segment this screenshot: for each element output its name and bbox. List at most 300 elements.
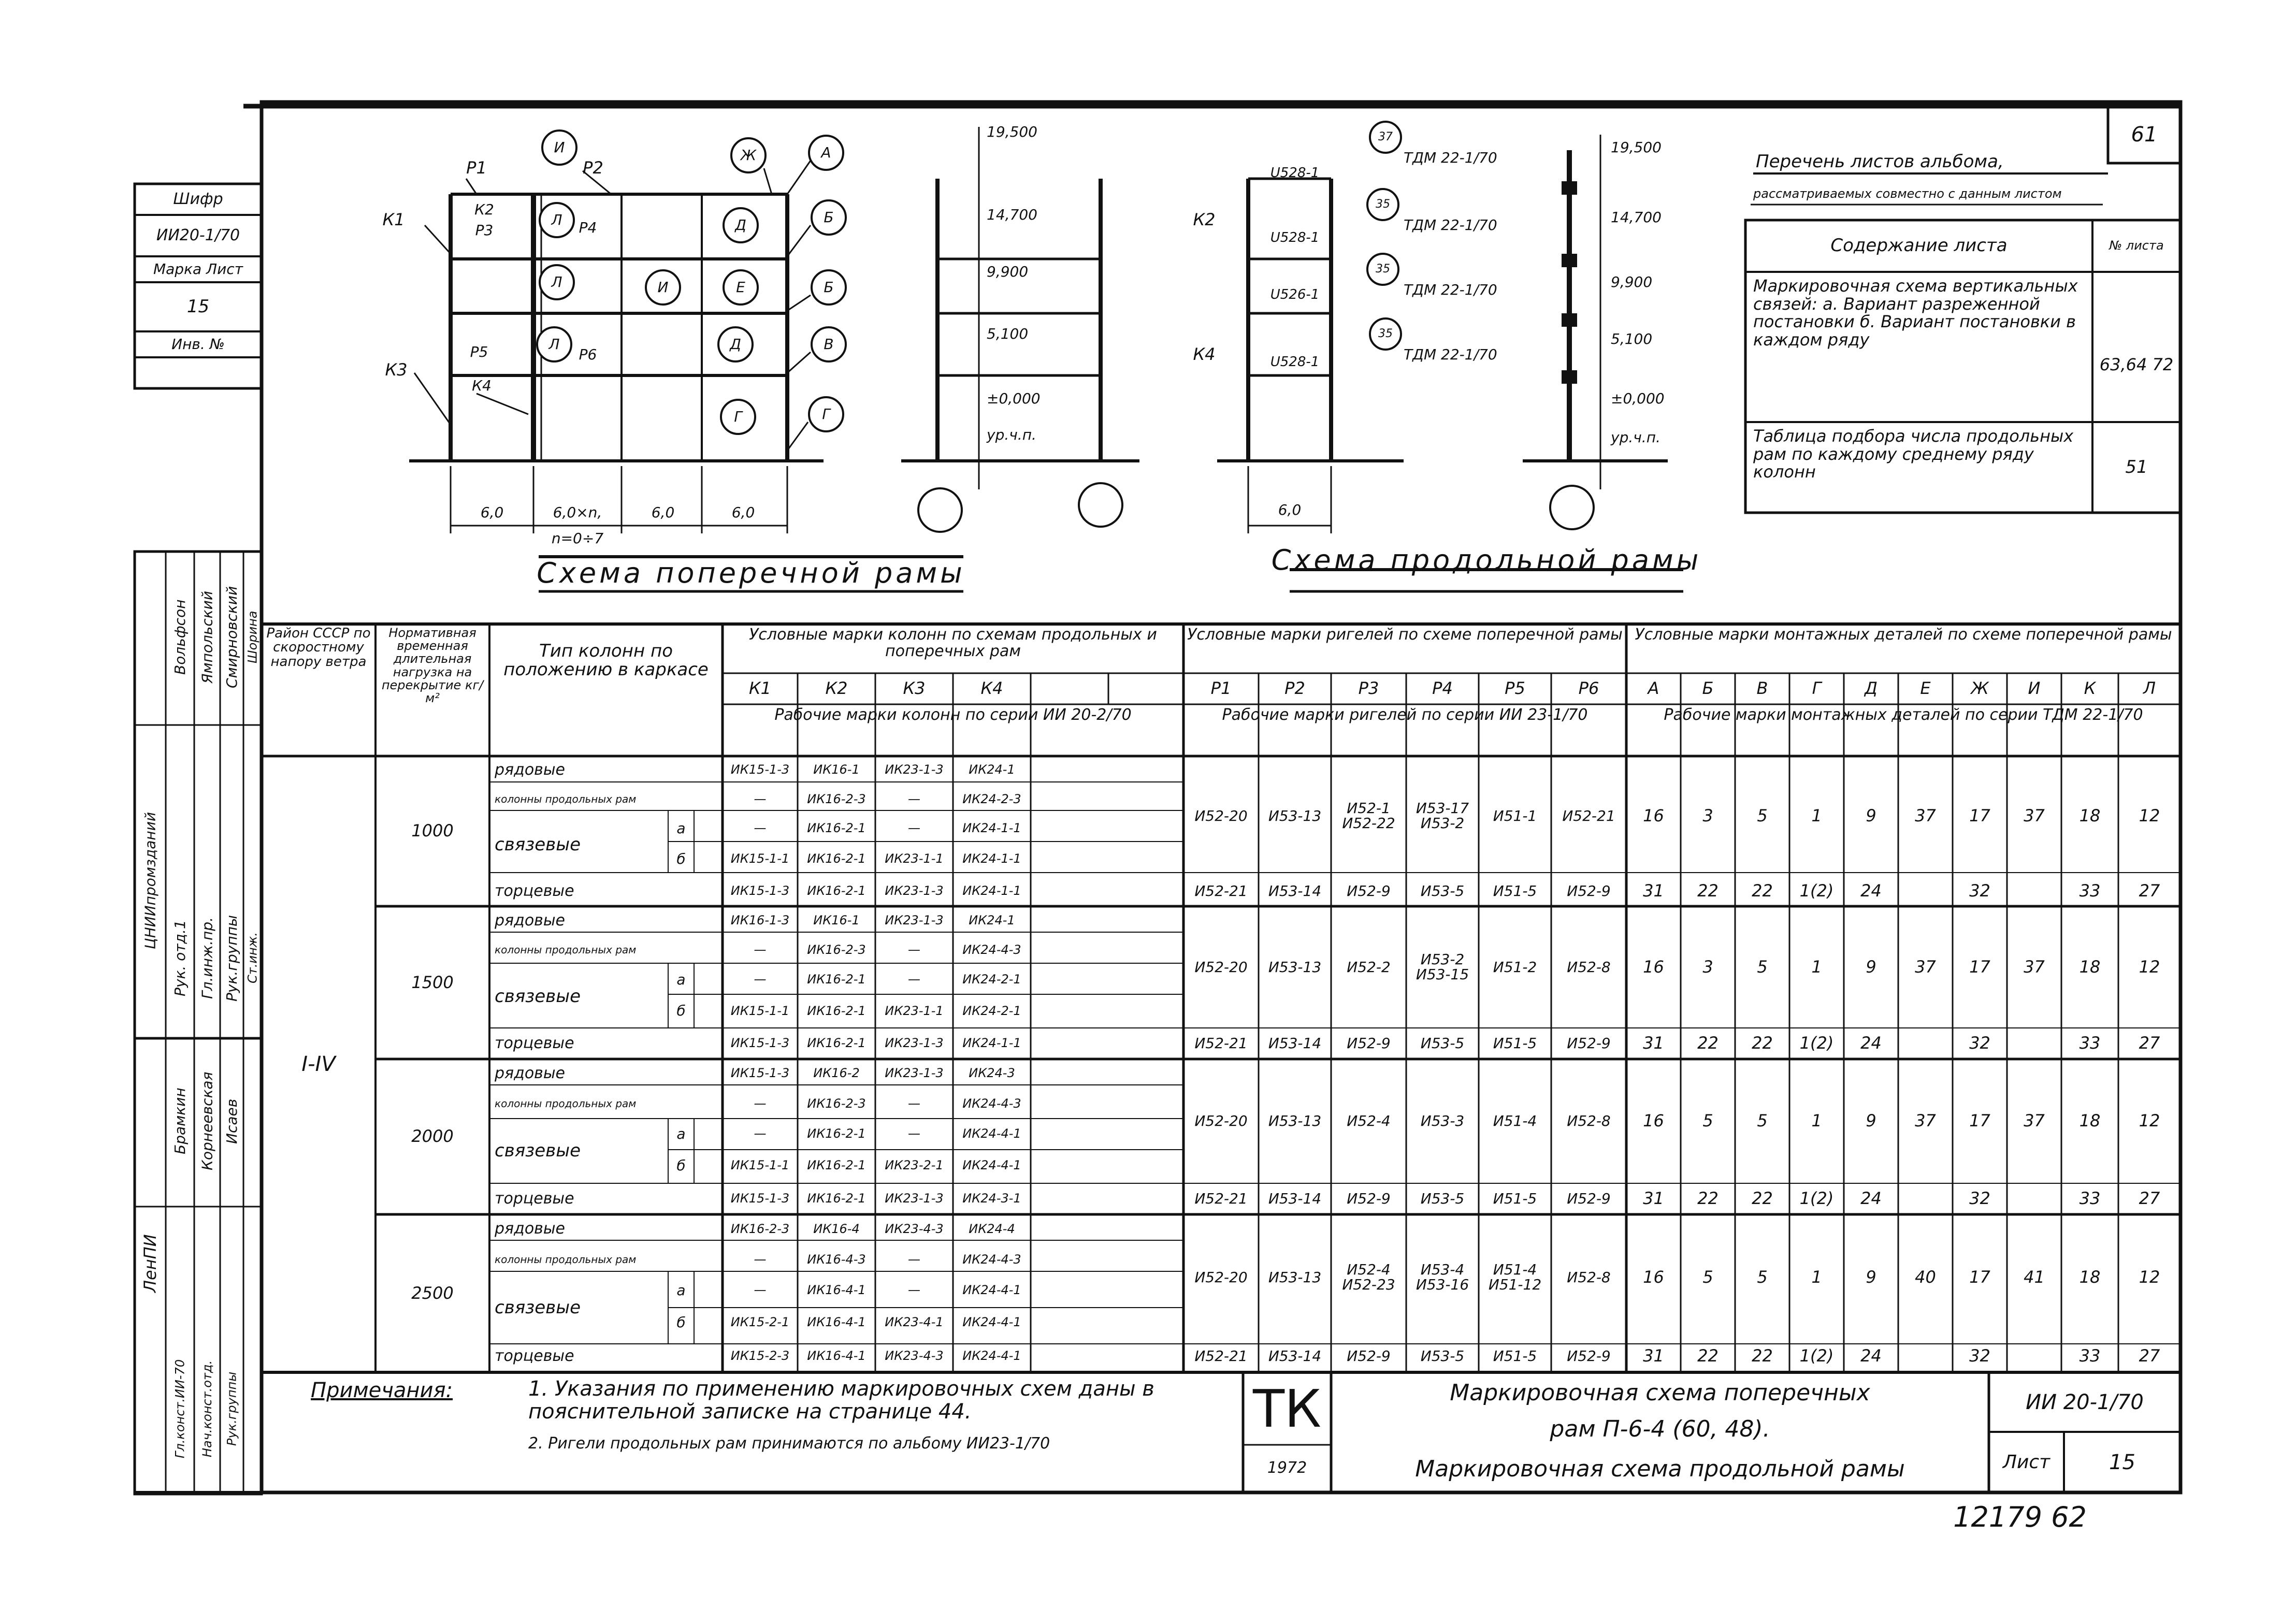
detail-mark-header: Ж — [1971, 678, 1989, 699]
girder-cell: И53-13 — [1268, 958, 1322, 976]
detail-cell: 37 — [1915, 805, 1936, 825]
girder-end-cell: И52-9 — [1347, 1347, 1391, 1365]
approval-role: Рук. отд.1 — [171, 920, 189, 996]
detail-cell: 17 — [1969, 956, 1990, 977]
detail-cell: 3 — [1702, 805, 1713, 825]
girder-mark-header: Р4 — [1432, 678, 1453, 699]
type-label: торцевые — [495, 1347, 574, 1366]
detail-end-cell: 22 — [1697, 1346, 1719, 1366]
approval-name: Корнеевская — [198, 1071, 216, 1171]
column-mark-cell: ИК24-4-1 — [962, 1315, 1021, 1330]
girder-cell: И52-4 — [1347, 1112, 1391, 1129]
column-mark-cell: — — [908, 972, 920, 987]
mark: 35 — [1376, 263, 1390, 276]
label-p3: Р3 — [475, 222, 494, 239]
detail-end-cell: 32 — [1969, 1188, 1990, 1208]
column-mark-cell: ИК16-1 — [813, 762, 860, 777]
detail-cell: 12 — [2139, 805, 2160, 825]
column-mark-cell: ИК15-1-3 — [730, 1036, 790, 1051]
column-mark-cell: ИК24-4-1 — [962, 1283, 1021, 1298]
detail-cell: 17 — [1969, 805, 1990, 825]
year: 1972 — [1267, 1459, 1307, 1477]
column-mark-cell: ИК15-1-1 — [730, 1157, 790, 1172]
label-p2: Р2 — [583, 158, 603, 178]
detail-end-cell: 27 — [2139, 880, 2160, 901]
girder-cell: И53-3 — [1420, 1112, 1465, 1129]
girder-end-cell: И52-21 — [1194, 1347, 1248, 1365]
type-label: колонны продольных рам — [495, 944, 637, 956]
girder-end-cell: И53-14 — [1268, 882, 1322, 900]
h-details: Условные марки монтажных деталей по схеме поперечной рамы — [1635, 626, 2172, 644]
approval-name: Вольфсон — [171, 599, 189, 675]
detail-end-cell: 33 — [2079, 880, 2101, 901]
type-label: колонны продольных рам — [495, 792, 637, 805]
column-mark-cell: ИК15-2-3 — [730, 1349, 790, 1364]
level: 19,500 — [987, 123, 1037, 141]
column-mark-cell: ИК24-4-1 — [962, 1157, 1021, 1172]
label-k2: К2 — [474, 201, 494, 219]
h-columns: Условные марки колонн по схемам продольных и поперечных рам — [749, 626, 1157, 660]
dim-note: n=0÷7 — [551, 530, 604, 547]
detail-mark-header: Е — [1920, 678, 1931, 699]
notes-heading: Примечания: — [311, 1379, 453, 1402]
type-sub: б — [676, 1156, 686, 1174]
detail-mark-header: Д — [1865, 678, 1878, 699]
region-value: I-IV — [301, 1052, 336, 1076]
detail-end-cell: 31 — [1643, 1033, 1664, 1053]
tdm: ТДМ 22-1/70 — [1404, 281, 1497, 299]
girder-end-cell: И52-21 — [1194, 882, 1248, 900]
detail-cell: 16 — [1643, 1267, 1664, 1287]
logo-tk: ТК — [1252, 1378, 1322, 1439]
brace: U528-1 — [1270, 230, 1320, 246]
column-mark-cell: — — [908, 791, 920, 806]
detail-end-cell: 31 — [1643, 1188, 1664, 1208]
detail-end-cell — [1898, 1340, 1953, 1372]
column-mark-cell: ИК24-2-1 — [962, 1003, 1021, 1018]
detail-end-cell: 24 — [1860, 1188, 1882, 1208]
label-p4: Р4 — [579, 219, 597, 237]
girder-cell: И51-4 — [1493, 1112, 1537, 1129]
label-k4: К4 — [1193, 344, 1216, 365]
column-mark-cell: ИК15-1-3 — [730, 1066, 790, 1081]
girder-end-cell: И53-14 — [1268, 1190, 1322, 1207]
detail-end-cell: 33 — [2079, 1033, 2101, 1053]
node-mark: И — [554, 139, 565, 156]
girder-mark-header: Р5 — [1505, 678, 1525, 699]
column-mark-cell: ИК16-2-3 — [807, 943, 866, 958]
girder-end-cell: И53-5 — [1420, 1190, 1465, 1207]
type-sub: а — [676, 1282, 686, 1299]
approval-name: Смирновский — [223, 586, 240, 688]
detail-cell: 9 — [1866, 805, 1876, 825]
detail-end-cell: 27 — [2139, 1346, 2160, 1366]
detail-cell: 5 — [1757, 956, 1768, 977]
type-label: рядовые — [495, 761, 566, 779]
detail-mark-header: К — [2084, 678, 2096, 699]
mark: 37 — [1378, 130, 1393, 144]
detail-end-cell — [1898, 1183, 1953, 1214]
approval-role: Рук.группы — [224, 1371, 239, 1446]
label-p5: Р5 — [470, 343, 488, 361]
column-mark-cell: ИК23-1-3 — [885, 762, 944, 777]
girder-mark-header: Р6 — [1578, 678, 1599, 699]
dim: 6,0 — [651, 504, 675, 521]
mark: 35 — [1376, 198, 1390, 211]
h-gird-series: Рабочие марки ригелей по серии ИИ 23-1/70 — [1222, 706, 1588, 724]
column-mark-cell: ИК23-4-1 — [885, 1315, 944, 1330]
approval-role: Гл.конст.ИИ-70 — [172, 1359, 187, 1458]
node-mark: Е — [736, 279, 745, 296]
cipher-label: Шифр — [173, 190, 223, 209]
girder-end-cell: И53-14 — [1268, 1347, 1322, 1365]
approval-org-2: ЛенПИ — [140, 1234, 160, 1293]
column-mark-cell: ИК24-1 — [969, 762, 1015, 777]
column-mark-cell: ИК24-2-1 — [962, 972, 1021, 987]
girder-end-cell: И52-9 — [1347, 882, 1391, 900]
girder-end-cell: И53-5 — [1420, 882, 1465, 900]
column-mark-cell: ИК16-4-1 — [807, 1349, 866, 1364]
girder-end-cell: И52-9 — [1567, 1035, 1611, 1052]
sheet-label: Лист — [2002, 1451, 2050, 1473]
girder-cell: И52-8 — [1567, 958, 1611, 976]
column-mark-cell: ИК16-4-1 — [807, 1283, 866, 1298]
sheet-number: 61 — [2131, 123, 2158, 147]
approval-role: Нач.конст.отд. — [200, 1360, 214, 1457]
detail-cell: 12 — [2139, 1110, 2160, 1130]
column-mark-cell: ИК23-4-3 — [885, 1349, 944, 1364]
h-col-series: Рабочие марки колонн по серии ИИ 20-2/70 — [774, 706, 1132, 724]
note-item: 1. Указания по применению маркировочных схем даны в пояснительной записке на странице 44. — [528, 1377, 1154, 1424]
column-mark-cell: ИК23-1-3 — [885, 1191, 944, 1206]
column-mark-cell: — — [754, 821, 767, 836]
load-value: 1500 — [411, 972, 454, 992]
title-line: Маркировочная схема поперечных — [1450, 1379, 1870, 1406]
column-mark-cell: — — [754, 1096, 767, 1111]
detail-end-cell: 33 — [2079, 1346, 2101, 1366]
detail-end-cell: 24 — [1860, 1346, 1882, 1366]
level: 14,700 — [1611, 209, 1662, 226]
type-label: связевые — [495, 834, 581, 855]
level: 9,900 — [1611, 273, 1653, 291]
column-mark-cell: ИК24-1-1 — [962, 883, 1021, 898]
column-mark-header: К4 — [980, 678, 1003, 699]
h-load: Нормативная временная длительная нагрузка на перекрытие кг/м² — [381, 626, 484, 705]
girder-end-cell: И51-5 — [1493, 1190, 1537, 1207]
load-value: 2000 — [411, 1126, 454, 1147]
column-mark-cell: ИК16-2-1 — [807, 851, 866, 866]
detail-mark-header: Г — [1812, 678, 1822, 699]
h-det-series: Рабочие марки монтажных деталей по серии ТДМ 22-1/70 — [1664, 706, 2143, 724]
mark: 35 — [1378, 327, 1393, 341]
girder-cell: И53-17 И53-2 — [1416, 800, 1469, 832]
h-girders: Условные марки ригелей по схеме поперечной рамы — [1187, 626, 1623, 644]
column-mark-cell: — — [908, 1126, 920, 1141]
sheet-list-row-num: 51 — [2125, 456, 2148, 477]
girder-end-cell: И51-5 — [1493, 1035, 1537, 1052]
dim: 6,0 — [731, 504, 755, 521]
detail-end-cell: 22 — [1697, 1188, 1719, 1208]
node-mark: Б — [824, 279, 834, 296]
detail-end-cell: 32 — [1969, 1346, 1990, 1366]
girder-end-cell: И53-5 — [1420, 1347, 1465, 1365]
column-mark-cell: ИК24-3-1 — [962, 1191, 1021, 1206]
girder-end-cell: И52-21 — [1194, 1190, 1248, 1207]
detail-cell: 5 — [1757, 1110, 1768, 1130]
column-mark-cell: ИК23-2-1 — [885, 1157, 944, 1172]
detail-end-cell: 33 — [2079, 1188, 2101, 1208]
dim: 6,0×n, — [553, 504, 602, 521]
column-mark-cell: ИК16-1-3 — [730, 912, 790, 927]
girder-cell: И52-20 — [1194, 1268, 1248, 1286]
approval-role: Гл.инж.пр. — [198, 917, 216, 999]
girder-mark-header: Р1 — [1210, 678, 1232, 699]
column-mark-cell: ИК23-1-3 — [885, 912, 944, 927]
detail-cell: 16 — [1643, 956, 1664, 977]
detail-cell: 9 — [1866, 1267, 1876, 1287]
node-mark: Д — [730, 336, 741, 353]
detail-cell: 18 — [2079, 805, 2101, 825]
girder-cell: И52-8 — [1567, 1112, 1611, 1129]
detail-cell: 37 — [1915, 1110, 1936, 1130]
level: 5,100 — [987, 325, 1029, 343]
type-sub: б — [676, 1314, 686, 1331]
node-mark: Ж — [740, 147, 757, 164]
column-mark-cell: — — [908, 1283, 920, 1298]
column-mark-cell: ИК15-1-1 — [730, 851, 790, 866]
column-mark-cell: ИК16-2-3 — [730, 1221, 790, 1236]
detail-end-cell: 22 — [1697, 880, 1719, 901]
column-mark-cell: ИК24-4-1 — [962, 1126, 1021, 1141]
type-label: связевые — [495, 985, 581, 1007]
column-mark-cell: ИК16-2-1 — [807, 1003, 866, 1018]
title-code: ИИ 20-1/70 — [2026, 1390, 2144, 1414]
column-mark-cell: ИК15-1-3 — [730, 1191, 790, 1206]
column-mark-cell: ИК16-2-1 — [807, 1036, 866, 1051]
detail-cell: 18 — [2079, 1110, 2101, 1130]
column-mark-cell: ИК23-1-1 — [885, 851, 944, 866]
detail-cell: 16 — [1643, 805, 1664, 825]
girder-cell: И51-4 И51-12 — [1488, 1261, 1542, 1294]
column-mark-cell: ИК24-1-1 — [962, 821, 1021, 836]
girder-end-cell: И53-5 — [1420, 1035, 1465, 1052]
brace: U526-1 — [1270, 287, 1320, 303]
column-mark-header: К3 — [903, 678, 926, 699]
column-mark-cell: ИК24-1-1 — [962, 851, 1021, 866]
col-content: Содержание листа — [1830, 235, 2008, 256]
detail-mark-header: Б — [1702, 678, 1714, 699]
node-mark: Л — [551, 273, 562, 291]
column-mark-cell: ИК16-1 — [813, 912, 860, 927]
detail-mark-header: Л — [2143, 678, 2156, 699]
column-mark-cell: ИК16-4-3 — [807, 1252, 866, 1267]
girder-end-cell: И52-21 — [1194, 1035, 1248, 1052]
h-region: Район СССР по скоростному напору ветра — [266, 626, 371, 670]
mark-sheet-label: Марка Лист — [153, 260, 243, 278]
detail-end-cell — [2007, 1340, 2061, 1372]
column-mark-header: К1 — [748, 678, 772, 699]
h-type: Тип колонн по положению в каркасе — [503, 641, 709, 680]
column-mark-cell: ИК24-4 — [969, 1221, 1015, 1236]
node-mark: Д — [735, 216, 746, 234]
node-mark: Б — [824, 209, 834, 226]
column-mark-cell: ИК16-2-1 — [807, 883, 866, 898]
column-mark-cell: ИК24-4-3 — [962, 943, 1021, 958]
col-num: № листа — [2109, 238, 2164, 253]
detail-end-cell: 22 — [1752, 880, 1773, 901]
detail-cell: 9 — [1866, 1110, 1876, 1130]
detail-cell: 3 — [1702, 956, 1713, 977]
column-mark-cell: ИК16-4 — [813, 1221, 860, 1236]
girder-cell: И53-2 И53-15 — [1416, 951, 1469, 983]
detail-cell: 12 — [2139, 1267, 2160, 1287]
detail-cell: 1 — [1811, 956, 1822, 977]
sheet-list-row-num: 63,64 72 — [2099, 355, 2174, 375]
detail-end-cell: 31 — [1643, 880, 1664, 901]
type-sub: а — [676, 1125, 686, 1142]
column-mark-cell: ИК16-2-1 — [807, 1191, 866, 1206]
girder-cell: И51-1 — [1493, 807, 1537, 824]
detail-end-cell — [1898, 1028, 1953, 1059]
column-mark-cell: — — [754, 791, 767, 806]
detail-end-cell: 32 — [1969, 1033, 1990, 1053]
node-mark: Г — [822, 405, 830, 423]
type-sub: б — [676, 1002, 686, 1020]
detail-cell: 17 — [1969, 1110, 1990, 1130]
tdm: ТДМ 22-1/70 — [1404, 149, 1497, 167]
brace: U528-1 — [1270, 354, 1320, 370]
footer-number: 12179 62 — [1953, 1500, 2087, 1533]
sheet-list-title: Перечень листов альбома, — [1756, 151, 2004, 172]
label-k2: К2 — [1193, 210, 1216, 230]
detail-cell: 17 — [1969, 1267, 1990, 1287]
detail-cell: 5 — [1702, 1110, 1713, 1130]
column-mark-cell: ИК23-1-3 — [885, 883, 944, 898]
label-k3: К3 — [385, 360, 408, 380]
type-label: торцевые — [495, 1189, 574, 1208]
title-line: рам П-6-4 (60, 48). — [1550, 1415, 1770, 1442]
girder-cell: И52-1 И52-22 — [1342, 800, 1395, 832]
column-mark-cell: ИК24-3 — [969, 1066, 1015, 1081]
column-mark-cell: — — [908, 1096, 920, 1111]
column-mark-cell: — — [754, 1126, 767, 1141]
approval-role: Ст.инж. — [245, 932, 260, 984]
detail-end-cell — [2007, 876, 2061, 906]
column-mark-cell: ИК15-2-1 — [730, 1315, 790, 1330]
detail-end-cell: 22 — [1752, 1346, 1773, 1366]
detail-end-cell: 1(2) — [1799, 1188, 1834, 1208]
cipher-value: ИИ20-1/70 — [156, 226, 240, 245]
column-mark-cell: ИК15-1-3 — [730, 883, 790, 898]
detail-cell: 37 — [2024, 1110, 2045, 1130]
girder-end-cell: И52-9 — [1567, 1190, 1611, 1207]
dim: 6,0 — [480, 504, 504, 521]
detail-cell: 37 — [2024, 956, 2045, 977]
girder-end-cell: И52-9 — [1567, 882, 1611, 900]
mark-sheet-value: 15 — [186, 296, 210, 317]
detail-cell: 5 — [1702, 1267, 1713, 1287]
sheet-value: 15 — [2109, 1450, 2135, 1474]
approval-name: Брамкин — [171, 1088, 189, 1155]
approval-role: Рук.группы — [223, 915, 240, 1002]
girder-end-cell: И52-9 — [1567, 1347, 1611, 1365]
column-mark-cell: ИК16-2-1 — [807, 1157, 866, 1172]
detail-mark-header: А — [1648, 678, 1659, 699]
type-label: рядовые — [495, 1064, 566, 1083]
level: ур.ч.п. — [1611, 429, 1660, 446]
load-value: 1000 — [411, 821, 454, 841]
detail-end-cell: 27 — [2139, 1188, 2160, 1208]
detail-cell: 37 — [1915, 956, 1936, 977]
detail-cell: 1 — [1811, 1267, 1822, 1287]
column-mark-cell: ИК16-2-1 — [807, 972, 866, 987]
detail-cell: 1 — [1811, 805, 1822, 825]
level: 19,500 — [1611, 139, 1662, 156]
column-mark-cell: ИК16-2 — [813, 1066, 860, 1081]
sheet-list-row-text: Таблица подбора числа продольных рам по каждому среднему ряду колонн — [1753, 426, 2074, 482]
girder-mark-header: Р2 — [1284, 678, 1305, 699]
level: ±0,000 — [987, 390, 1041, 408]
girder-cell: И53-13 — [1268, 807, 1322, 824]
column-mark-cell: ИК23-4-3 — [885, 1221, 944, 1236]
girder-cell: И53-13 — [1268, 1112, 1322, 1129]
detail-end-cell: 24 — [1860, 880, 1882, 901]
detail-end-cell: 32 — [1969, 880, 1990, 901]
caption-transverse: Схема поперечной рамы — [537, 557, 965, 590]
column-mark-cell: — — [908, 1252, 920, 1267]
detail-cell: 37 — [2024, 805, 2045, 825]
column-mark-cell: ИК23-1-3 — [885, 1066, 944, 1081]
detail-cell: 5 — [1757, 805, 1768, 825]
inv-label: Инв. № — [171, 336, 225, 353]
column-mark-cell: ИК15-1-1 — [730, 1003, 790, 1018]
type-label: связевые — [495, 1140, 581, 1161]
column-mark-cell: ИК16-2-1 — [807, 1126, 866, 1141]
girder-cell: И52-20 — [1194, 807, 1248, 824]
detail-mark-header: И — [2028, 678, 2041, 699]
column-mark-cell: — — [908, 821, 920, 836]
column-mark-cell: ИК24-4-1 — [962, 1349, 1021, 1364]
girder-end-cell: И51-5 — [1493, 1347, 1537, 1365]
node-mark: Л — [548, 336, 560, 353]
detail-cell: 12 — [2139, 956, 2160, 977]
column-mark-cell: — — [908, 943, 920, 958]
column-mark-cell: — — [754, 943, 767, 958]
type-sub: а — [676, 971, 686, 989]
approval-name: Шорина — [245, 611, 260, 663]
girder-end-cell: И53-14 — [1268, 1035, 1322, 1052]
girder-end-cell: И52-9 — [1347, 1035, 1391, 1052]
approval-name: Исаев — [223, 1098, 240, 1144]
detail-cell: 1 — [1811, 1110, 1822, 1130]
node-mark: В — [824, 336, 834, 353]
type-label: рядовые — [495, 1220, 566, 1238]
girder-cell: И52-2 — [1347, 958, 1391, 976]
approval-org: ЦНИИпромзданий — [141, 811, 159, 949]
tdm: ТДМ 22-1/70 — [1404, 216, 1497, 234]
girder-cell: И53-4 И53-16 — [1416, 1261, 1469, 1294]
type-label: связевые — [495, 1297, 581, 1318]
load-value: 2500 — [411, 1283, 454, 1303]
tdm: ТДМ 22-1/70 — [1404, 346, 1497, 364]
label-k1: К1 — [382, 210, 405, 230]
type-label: рядовые — [495, 911, 566, 930]
column-mark-cell: ИК24-4-3 — [962, 1252, 1021, 1267]
detail-cell: 16 — [1643, 1110, 1664, 1130]
detail-end-cell: 1(2) — [1799, 1033, 1834, 1053]
detail-end-cell: 22 — [1697, 1033, 1719, 1053]
girder-cell: И53-13 — [1268, 1268, 1322, 1286]
